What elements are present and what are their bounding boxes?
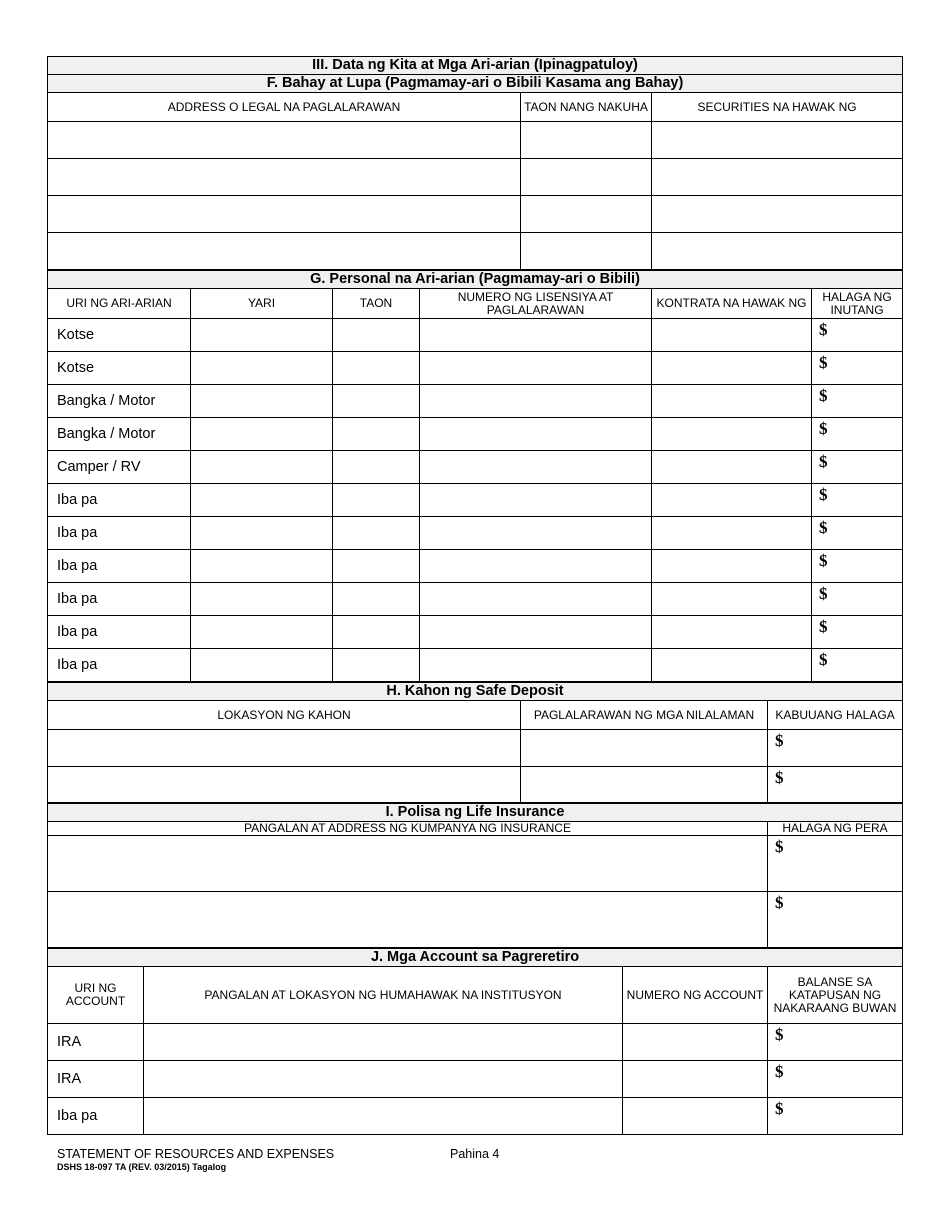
license-input[interactable]: [420, 484, 652, 517]
license-input[interactable]: [420, 550, 652, 583]
institution-input[interactable]: [144, 1024, 623, 1061]
insurance-row: [48, 836, 903, 892]
account-number-input[interactable]: [623, 1061, 768, 1098]
securities-input[interactable]: [652, 159, 903, 196]
property-item-row: [48, 319, 903, 352]
form-number: DSHS 18-097 TA (REV. 03/2015) Tagalog: [57, 1162, 227, 1172]
section-h-table: [47, 682, 903, 803]
cash-value-input[interactable]: $: [768, 836, 903, 892]
license-input[interactable]: [420, 616, 652, 649]
property-item-row: [48, 352, 903, 385]
account-type-label: IRA: [48, 1024, 144, 1061]
col-amount-owed: HALAGA NG INUTANG: [812, 289, 903, 319]
main-title: III. Data ng Kita at Mga Ari-arian (Ipinagpatuloy): [48, 57, 903, 75]
amount-owed-input[interactable]: $: [812, 385, 903, 418]
license-input[interactable]: [420, 517, 652, 550]
year-input[interactable]: [333, 649, 420, 682]
year-input[interactable]: [521, 122, 652, 159]
property-type-label: Kotse: [48, 352, 191, 385]
contract-input[interactable]: [652, 451, 812, 484]
year-input[interactable]: [333, 352, 420, 385]
make-input[interactable]: [191, 352, 333, 385]
property-item-row: [48, 550, 903, 583]
address-input[interactable]: [48, 233, 521, 270]
property-item-row: [48, 385, 903, 418]
amount-owed-input[interactable]: $: [812, 418, 903, 451]
contract-input[interactable]: [652, 616, 812, 649]
institution-input[interactable]: [144, 1061, 623, 1098]
col-total-value: KABUUANG HALAGA: [768, 701, 903, 730]
year-input[interactable]: [333, 484, 420, 517]
license-input[interactable]: [420, 649, 652, 682]
col-address: ADDRESS O LEGAL NA PAGLALARAWAN: [48, 93, 521, 122]
deposit-row: [48, 730, 903, 767]
year-input[interactable]: [333, 451, 420, 484]
contract-input[interactable]: [652, 319, 812, 352]
institution-input[interactable]: [144, 1098, 623, 1135]
property-item-row: [48, 649, 903, 682]
balance-input[interactable]: $: [768, 1024, 903, 1061]
contract-input[interactable]: [652, 484, 812, 517]
cash-value-input[interactable]: $: [768, 892, 903, 948]
make-input[interactable]: [191, 550, 333, 583]
assets-form: [47, 56, 902, 1135]
amount-owed-input[interactable]: $: [812, 517, 903, 550]
license-input[interactable]: [420, 583, 652, 616]
section-g-table: [47, 270, 903, 682]
retirement-account-row: [48, 1024, 903, 1061]
year-input[interactable]: [333, 517, 420, 550]
license-input[interactable]: [420, 352, 652, 385]
section-i-table: [47, 803, 903, 948]
license-input[interactable]: [420, 385, 652, 418]
account-type-label: IRA: [48, 1061, 144, 1098]
property-item-row: [48, 517, 903, 550]
license-input[interactable]: [420, 319, 652, 352]
contract-input[interactable]: [652, 649, 812, 682]
securities-input[interactable]: [652, 233, 903, 270]
year-input[interactable]: [333, 319, 420, 352]
property-item-row: [48, 616, 903, 649]
make-input[interactable]: [191, 649, 333, 682]
property-type-label: Bangka / Motor: [48, 385, 191, 418]
company-input[interactable]: [48, 836, 768, 892]
col-box-location: LOKASYON NG KAHON: [48, 701, 521, 730]
amount-owed-input[interactable]: $: [812, 451, 903, 484]
section-j-table: [47, 948, 903, 1135]
section-j-title: J. Mga Account sa Pagreretiro: [48, 949, 903, 967]
col-institution: PANGALAN AT LOKASYON NG HUMAHAWAK NA INSTITUSYON: [144, 967, 623, 1024]
year-input[interactable]: [333, 583, 420, 616]
make-input[interactable]: [191, 319, 333, 352]
col-balance: BALANSE SA KATAPUSAN NG NAKARAANG BUWAN: [768, 967, 903, 1024]
page-number: Pahina 4: [450, 1147, 500, 1161]
property-item-row: [48, 583, 903, 616]
property-type-label: Iba pa: [48, 583, 191, 616]
amount-owed-input[interactable]: $: [812, 352, 903, 385]
col-year: TAON: [333, 289, 420, 319]
address-input[interactable]: [48, 122, 521, 159]
make-input[interactable]: [191, 451, 333, 484]
contents-input[interactable]: [521, 767, 768, 803]
retirement-rows: [48, 1024, 903, 1135]
amount-owed-input[interactable]: $: [812, 583, 903, 616]
property-row: [48, 196, 903, 233]
contract-input[interactable]: [652, 583, 812, 616]
address-input[interactable]: [48, 159, 521, 196]
col-securities: SECURITIES NA HAWAK NG: [652, 93, 903, 122]
property-type-label: Kotse: [48, 319, 191, 352]
securities-input[interactable]: [652, 196, 903, 233]
property-type-label: Iba pa: [48, 649, 191, 682]
col-license: NUMERO NG LISENSIYA AT PAGLALARAWAN: [420, 289, 652, 319]
account-type-label: Iba pa: [48, 1098, 144, 1135]
col-year-acquired: TAON NANG NAKUHA: [521, 93, 652, 122]
year-input[interactable]: [521, 196, 652, 233]
balance-input[interactable]: $: [768, 1098, 903, 1135]
total-value-input[interactable]: $: [768, 730, 903, 767]
insurance-row: [48, 892, 903, 948]
year-input[interactable]: [333, 418, 420, 451]
contents-input[interactable]: [521, 730, 768, 767]
col-contents: PAGLALARAWAN NG MGA NILALAMAN: [521, 701, 768, 730]
col-property-type: URI NG ARI-ARIAN: [48, 289, 191, 319]
personal-property-rows: [48, 319, 903, 682]
section-h-title: H. Kahon ng Safe Deposit: [48, 683, 903, 701]
account-number-input[interactable]: [623, 1098, 768, 1135]
property-row: [48, 159, 903, 196]
property-type-label: Iba pa: [48, 616, 191, 649]
footer-title: STATEMENT OF RESOURCES AND EXPENSES: [57, 1147, 335, 1161]
make-input[interactable]: [191, 583, 333, 616]
property-type-label: Iba pa: [48, 484, 191, 517]
col-contract: KONTRATA NA HAWAK NG: [652, 289, 812, 319]
location-input[interactable]: [48, 767, 521, 803]
property-item-row: [48, 418, 903, 451]
col-account-type: URI NG ACCOUNT: [48, 967, 144, 1024]
property-type-label: Iba pa: [48, 517, 191, 550]
deposit-row: [48, 767, 903, 803]
contract-input[interactable]: [652, 385, 812, 418]
balance-input[interactable]: $: [768, 1061, 903, 1098]
address-input[interactable]: [48, 196, 521, 233]
license-input[interactable]: [420, 418, 652, 451]
contract-input[interactable]: [652, 418, 812, 451]
property-type-label: Bangka / Motor: [48, 418, 191, 451]
amount-owed-input[interactable]: $: [812, 616, 903, 649]
property-row: [48, 122, 903, 159]
amount-owed-input[interactable]: $: [812, 319, 903, 352]
make-input[interactable]: [191, 517, 333, 550]
year-input[interactable]: [521, 233, 652, 270]
section-f-title: F. Bahay at Lupa (Pagmamay-ari o Bibili Kasama ang Bahay): [48, 75, 903, 93]
make-input[interactable]: [191, 385, 333, 418]
make-input[interactable]: [191, 484, 333, 517]
retirement-account-row: [48, 1098, 903, 1135]
section-g-title: G. Personal na Ari-arian (Pagmamay-ari o Bibili): [48, 271, 903, 289]
account-number-input[interactable]: [623, 1024, 768, 1061]
year-input[interactable]: [333, 385, 420, 418]
total-value-input[interactable]: $: [768, 767, 903, 803]
location-input[interactable]: [48, 730, 521, 767]
securities-input[interactable]: [652, 122, 903, 159]
retirement-account-row: [48, 1061, 903, 1098]
make-input[interactable]: [191, 616, 333, 649]
year-input[interactable]: [333, 616, 420, 649]
col-account-number: NUMERO NG ACCOUNT: [623, 967, 768, 1024]
contract-input[interactable]: [652, 352, 812, 385]
property-type-label: Iba pa: [48, 550, 191, 583]
col-cash-value: HALAGA NG PERA: [768, 822, 903, 836]
section-i-title: I. Polisa ng Life Insurance: [48, 804, 903, 822]
property-item-row: [48, 484, 903, 517]
col-insurance-company: PANGALAN AT ADDRESS NG KUMPANYA NG INSURANCE: [48, 822, 768, 836]
col-make: YARI: [191, 289, 333, 319]
year-input[interactable]: [521, 159, 652, 196]
year-input[interactable]: [333, 550, 420, 583]
property-type-label: Camper / RV: [48, 451, 191, 484]
section-f-table: [47, 56, 903, 270]
amount-owed-input[interactable]: $: [812, 550, 903, 583]
make-input[interactable]: [191, 418, 333, 451]
contract-input[interactable]: [652, 517, 812, 550]
license-input[interactable]: [420, 451, 652, 484]
company-input[interactable]: [48, 892, 768, 948]
amount-owed-input[interactable]: $: [812, 484, 903, 517]
contract-input[interactable]: [652, 550, 812, 583]
property-row: [48, 233, 903, 270]
amount-owed-input[interactable]: $: [812, 649, 903, 682]
property-item-row: [48, 451, 903, 484]
